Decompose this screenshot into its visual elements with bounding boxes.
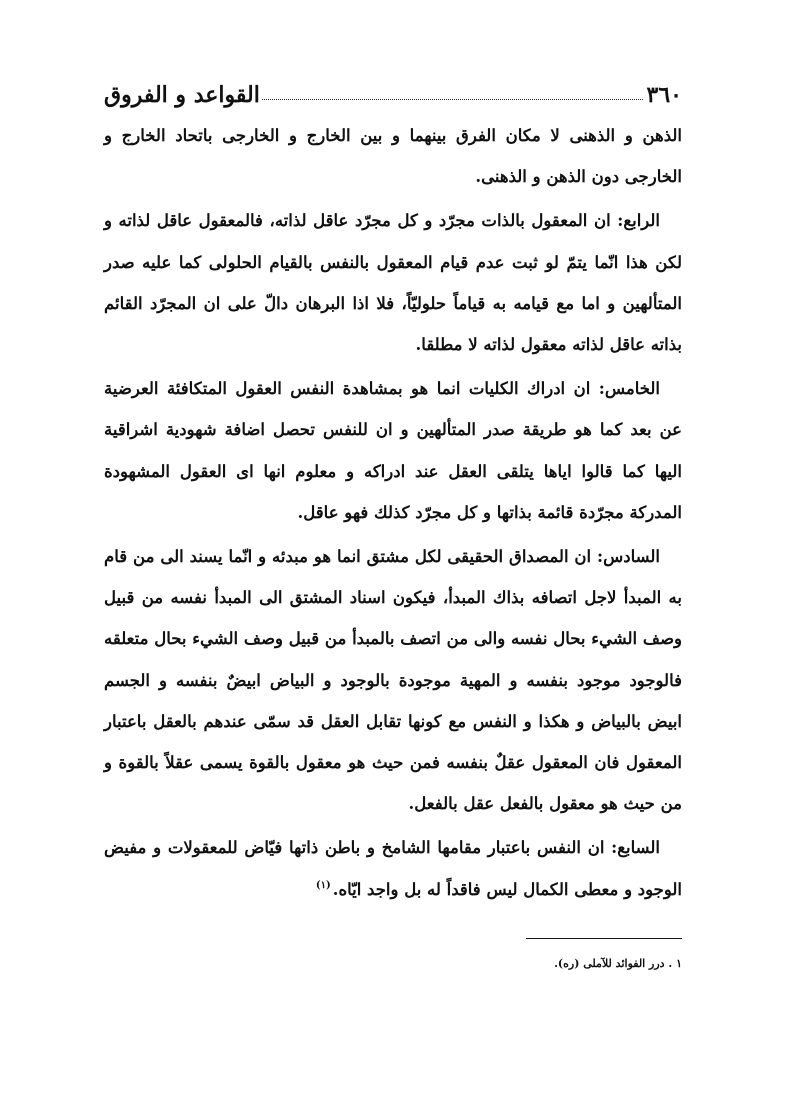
page-number: ٣٦٠ (646, 82, 682, 108)
paragraph (104, 827, 682, 909)
paragraph-text: السادس: ان المصداق الحقيقى لكل مشتق انما هو مبدئه و انّما يسند الى من قام به المبدأ لاجل اتصافه بذاك المبدأ، فيكون اسناد المشتق الى المبدأ نفسه من قبيل وصف الشيء بحال نفسه والى من اتصف بالمبدأ من قبيل وصف الشيء بحال متعلقه فالوجود موجود بنفسه و المهية موجودة بالوجود و البياض ابيضٌ بنفسه و الجسم ابيض بالبياض و هكذا و النفس مع كونها تقابل العقل قد سمّى عندهم بالعقل باعتبار المعقول فان المعقول عقلٌ بنفسه فمن حيث هو معقول بالقوة يسمى عقلاً بالقوة و من حيث هو معقول بالفعل عقل بالفعل. (104, 547, 682, 814)
paragraph-text: السابع: ان النفس باعتبار مقامها الشامخ و باطن ذاتها فيّاض للمعقولات و مفيض الوجود و معطى الكمال ليس فاقداً له بل واجد ايّاه. (104, 838, 682, 899)
paragraph-text: الرابع: ان المعقول بالذات مجرّد و كل مجرّد عاقل لذاته، فالمعقول عاقل لذاته و لكن هذا انّما يتمّ لو ثبت عدم قيام المعقول بالنفس بالقيام الحلولى كما عليه صدر المتألهين و اما مع قيامه به قياماً حلوليّاً، فلا اذا البرهان دالّ على ان المجرّد القائم بذاته عاقل لذاته معقول لذاته لا مطلقا. (104, 211, 682, 355)
paragraph (104, 200, 682, 365)
footnote: ١ . درر الفوائد للآملى (ره). (554, 957, 682, 970)
main-text (104, 115, 682, 910)
footnote-divider (526, 938, 682, 939)
paragraph (104, 536, 682, 824)
paragraph (104, 115, 682, 197)
page-header (104, 62, 682, 108)
footnote-reference[interactable]: (١) (315, 880, 331, 892)
paragraph-text: الخامس: ان ادراك الكليات انما هو بمشاهدة النفس العقول المتكافئة العرضية عن بعد كما هو طريقة صدر المتألهين و ان للنفس تحصل اضافة شهودية اشراقية اليها كما قالوا اياها يتلقى العقل عند ادراكه و معلوم انها اى العقول المشهودة المدركة مجرّدة قائمة بذاتها و كل مجرّد كذلك فهو عاقل. (104, 379, 682, 522)
paragraph (104, 368, 682, 533)
running-title: القواعد و الفروق (104, 82, 260, 108)
header-leader-dots (262, 99, 643, 100)
paragraph-text: الذهن و الذهنى لا مكان الفرق بينهما و بين الخارج و الخارجى باتحاد الخارج و الخارجى دون الذهن و الذهنى. (104, 126, 682, 187)
